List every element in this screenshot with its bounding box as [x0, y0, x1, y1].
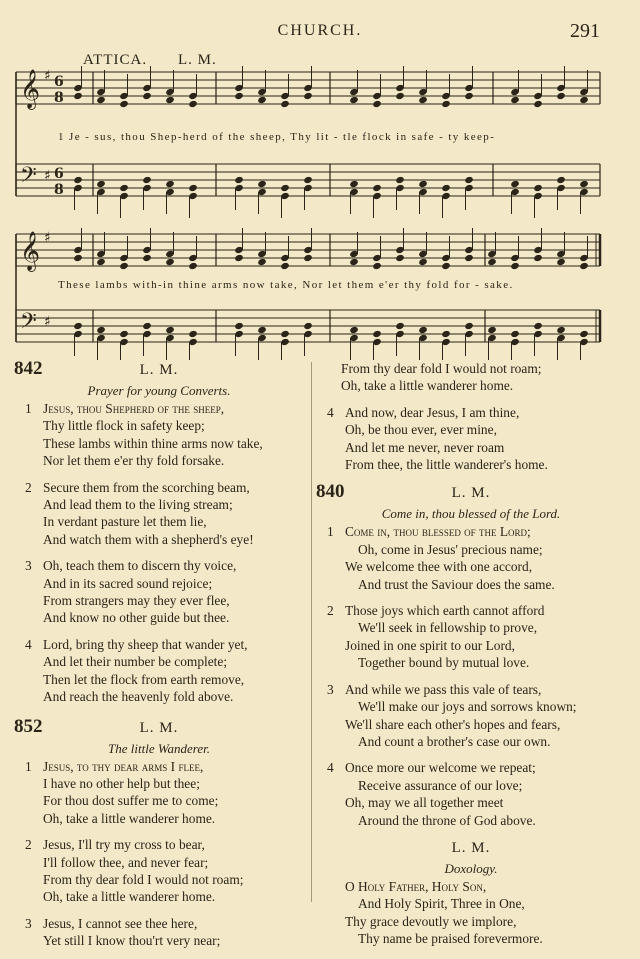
verse-line: O Holy Father, Holy Son, — [345, 878, 487, 894]
note-head — [280, 184, 290, 192]
note-head — [257, 258, 267, 266]
verse — [14, 557, 304, 627]
verse-line: From thee, the little wanderer's home. — [345, 457, 548, 473]
verse-continuation — [316, 360, 626, 395]
verse-line — [14, 557, 304, 574]
verse-line — [316, 681, 626, 698]
time-signature-top: 6 — [54, 74, 64, 90]
note-head — [165, 258, 175, 266]
verse-number: 3 — [25, 915, 32, 931]
note-head — [441, 184, 451, 192]
hymn-number: 842 — [14, 358, 43, 379]
verse-line-text: Lord, bring thy sheep that wander yet, — [43, 636, 248, 652]
verse — [14, 479, 304, 549]
verse-line: And trust the Saviour does the same. — [358, 576, 555, 592]
note-head — [165, 180, 175, 188]
note-head — [142, 322, 152, 330]
note-head — [188, 100, 198, 108]
hymn-meter: L. M. — [451, 839, 491, 856]
note-head — [579, 330, 589, 338]
verse-line: I'll follow thee, and never fear; — [43, 854, 209, 870]
note-head — [119, 262, 129, 270]
note-head — [556, 176, 566, 184]
verse-line-text: Oh, teach them to discern thy voice, — [43, 558, 237, 574]
verse-line: Oh, take a little wanderer home. — [43, 810, 216, 826]
note-head — [165, 326, 175, 334]
verse-line-text: Secure them from the scorching beam, — [43, 479, 250, 495]
hymn-meter: L. M. — [139, 719, 179, 736]
music-score — [0, 0, 640, 360]
page-number: 291 — [570, 20, 600, 42]
verse-line: And lead them to the living stream; — [43, 497, 233, 513]
verse — [316, 602, 626, 672]
verse-number: 4 — [327, 404, 334, 420]
hymn-number: 840 — [316, 481, 345, 503]
verse-line-text: And now, dear Jesus, I am thine, — [345, 404, 520, 420]
hymn-852 — [14, 715, 304, 950]
verse-line: Joined in one spirit to our Lord, — [345, 637, 515, 653]
time-signature-bottom: 8 — [54, 182, 64, 198]
verse-line — [14, 400, 304, 417]
verse — [316, 523, 626, 593]
note-head — [395, 176, 405, 184]
tune-name: ATTICA. — [83, 52, 148, 68]
verse-line-text: Once more our welcome we repeat; — [345, 760, 536, 776]
note-head — [349, 96, 359, 104]
note-head — [303, 322, 313, 330]
verse — [14, 636, 304, 706]
note-head — [510, 96, 520, 104]
verse-line: We'll seek in fellowship to prove, — [358, 620, 538, 636]
note-head — [556, 92, 566, 100]
note-head — [96, 326, 106, 334]
note-head — [510, 330, 520, 338]
note-head — [579, 262, 589, 270]
note-head — [119, 184, 129, 192]
verse-line: From thy dear fold I would not roam; — [43, 871, 244, 887]
note-head — [579, 96, 589, 104]
hymn-title: The little Wanderer. — [108, 740, 210, 756]
verse-number: 3 — [327, 681, 334, 697]
verse-line: And in its sacred sound rejoice; — [43, 575, 213, 591]
note-head — [418, 326, 428, 334]
note-head — [372, 184, 382, 192]
verse-number: 1 — [327, 524, 334, 540]
note-head — [372, 330, 382, 338]
clef-symbol: 𝄞 — [20, 69, 41, 109]
verse-line: And let me never, never roam — [345, 439, 505, 455]
note-head — [464, 176, 474, 184]
note-head — [533, 100, 543, 108]
note-head — [234, 92, 244, 100]
verse — [316, 878, 626, 948]
verse-number: 3 — [25, 558, 32, 574]
verse-line: Oh, may we all together meet — [345, 795, 504, 811]
verse-line — [14, 636, 304, 653]
verse-line-text: Come in, thou blessed of the Lord; — [345, 524, 531, 540]
right-column — [316, 360, 626, 957]
verse-line — [316, 759, 626, 776]
verse-line: Together bound by mutual love. — [358, 655, 530, 671]
note-head — [303, 176, 313, 184]
note-head — [73, 322, 83, 330]
verse-line: Thy grace devoutly we implore, — [345, 913, 517, 929]
note-head — [464, 322, 474, 330]
note-head — [464, 92, 474, 100]
note-head — [188, 184, 198, 192]
verse-line: And watch them with a shepherd's eye! — [43, 531, 254, 547]
hymn-842 — [14, 360, 304, 706]
hymn-header — [316, 483, 626, 505]
verse-line: And know no other guide but thee. — [43, 610, 230, 626]
verse — [316, 759, 626, 829]
verse-line: Yet still I know thou'rt very near; — [43, 933, 221, 949]
lyric-line-1: 1 Je - sus, thou Shep-herd of the sheep, Thy lit - tle flock in safe - ty keep- — [58, 131, 496, 143]
hymn-meter: L. M. — [139, 362, 179, 378]
column-divider — [311, 362, 312, 902]
verse-number: 1 — [25, 401, 32, 416]
note-head — [142, 176, 152, 184]
verse-line-text: And while we pass this vale of tears, — [345, 681, 542, 697]
hymn-title: Prayer for young Converts. — [87, 383, 231, 398]
verse-line-text: Jesus, I cannot see thee here, — [43, 915, 198, 931]
verse — [14, 836, 304, 906]
verse-line — [14, 836, 304, 853]
note-head — [349, 258, 359, 266]
note-head — [487, 258, 497, 266]
verse-line-text: Jesus, to thy dear arms I flee, — [43, 758, 204, 774]
note-head — [73, 176, 83, 184]
note-head — [441, 330, 451, 338]
time-signature-bottom: 8 — [54, 90, 64, 106]
time-signature-top: 6 — [54, 166, 64, 182]
note-head — [257, 96, 267, 104]
doxology — [316, 838, 626, 948]
verse-line-text: Those joys which earth cannot afford — [345, 603, 545, 619]
verse-line: These lambs within thine arms now take, — [43, 435, 263, 451]
key-signature-sharp: ♯ — [44, 68, 51, 84]
verse-number: 4 — [25, 636, 32, 652]
music-score-graphic — [0, 0, 640, 360]
verse-line: And reach the heavenly fold above. — [43, 689, 234, 705]
verse-line: Oh, take a little wanderer home. — [341, 378, 514, 394]
verse-number: 2 — [25, 479, 32, 495]
note-head — [96, 96, 106, 104]
note-head — [372, 100, 382, 108]
verse — [316, 404, 626, 474]
note-head — [280, 330, 290, 338]
note-head — [234, 322, 244, 330]
note-head — [556, 258, 566, 266]
hymn-number: 852 — [14, 715, 43, 737]
verse-number: 2 — [327, 603, 334, 619]
note-head — [395, 254, 405, 262]
hymn-title: Doxology. — [444, 860, 498, 876]
note-head — [73, 254, 83, 262]
note-head — [96, 180, 106, 188]
note-head — [119, 330, 129, 338]
hymn-840 — [316, 483, 626, 829]
note-head — [257, 326, 267, 334]
verse-line: Oh, come in Jesus' precious name; — [358, 541, 543, 557]
key-signature-sharp: ♯ — [44, 230, 51, 246]
note-head — [349, 180, 359, 188]
note-head — [533, 184, 543, 192]
verse-line: In verdant pasture let them lie, — [43, 514, 207, 530]
verse-line: Nor let them e'er thy fold forsake. — [43, 453, 225, 469]
note-head — [418, 180, 428, 188]
note-head — [418, 258, 428, 266]
verse-line: From strangers may they ever flee, — [43, 593, 230, 609]
verse-line: And let their number be complete; — [43, 654, 228, 670]
verse-line — [14, 479, 304, 496]
verse-line: And count a brother's case our own. — [358, 733, 551, 749]
note-head — [533, 322, 543, 330]
verse — [14, 915, 304, 950]
tune-meter: L. M. — [178, 52, 217, 68]
verse — [14, 758, 304, 828]
note-head — [96, 258, 106, 266]
note-head — [464, 254, 474, 262]
verse-line: For thou dost suffer me to come; — [43, 793, 219, 809]
note-head — [510, 180, 520, 188]
verse-line: Receive assurance of our love; — [358, 777, 523, 793]
note-head — [234, 176, 244, 184]
note-head — [234, 254, 244, 262]
hymn-title: Come in, thou blessed of the Lord. — [381, 506, 561, 522]
note-head — [579, 180, 589, 188]
lyric-line-2: These lambs with-in thine arms now take, Nor let them e'er thy fold for - sake. — [58, 279, 514, 291]
note-head — [142, 92, 152, 100]
note-head — [73, 92, 83, 100]
note-head — [188, 262, 198, 270]
verse-line: We'll share each other's hopes and fears, — [345, 716, 561, 732]
left-column — [14, 360, 304, 959]
verse-line: We'll make our joys and sorrows known; — [358, 699, 577, 715]
note-head — [142, 254, 152, 262]
verse-line: Thy name be praised forevermore. — [358, 931, 543, 947]
note-head — [395, 92, 405, 100]
verse-line — [316, 602, 626, 619]
running-head: CHURCH. — [277, 22, 363, 39]
hymn-header — [14, 360, 304, 382]
clef-symbol: 𝄞 — [20, 231, 41, 271]
hymn-meter: L. M. — [451, 485, 491, 502]
note-head — [418, 96, 428, 104]
note-head — [441, 262, 451, 270]
verse-line-text: Jesus, I'll try my cross to bear, — [43, 837, 205, 853]
verse-number: 4 — [327, 760, 334, 776]
verse-line: Thy little flock in safety keep; — [43, 418, 205, 434]
verse-line: From thy dear fold I would not roam; — [341, 361, 542, 376]
verse-line — [14, 758, 304, 775]
verse-line: We welcome thee with one accord, — [345, 559, 533, 575]
note-head — [119, 100, 129, 108]
note-head — [395, 322, 405, 330]
verse — [14, 400, 304, 470]
key-signature-sharp: ♯ — [44, 168, 51, 184]
note-head — [349, 326, 359, 334]
verse-line: And Holy Spirit, Three in One, — [358, 896, 525, 912]
note-head — [280, 100, 290, 108]
note-head — [510, 262, 520, 270]
note-head — [533, 254, 543, 262]
verse — [316, 681, 626, 751]
note-head — [303, 92, 313, 100]
verse-number: 2 — [25, 837, 32, 853]
verse-line: Oh, be thou ever, ever mine, — [345, 422, 497, 438]
verse-number: 1 — [25, 758, 32, 774]
note-head — [556, 326, 566, 334]
note-head — [257, 180, 267, 188]
note-head — [280, 262, 290, 270]
note-head — [165, 96, 175, 104]
clef-symbol: 𝄢 — [20, 163, 37, 193]
verse-line: Around the throne of God above. — [358, 812, 536, 828]
verse-line: I have no other help but thee; — [43, 775, 200, 791]
note-head — [303, 254, 313, 262]
verse-line — [316, 404, 626, 421]
clef-symbol: 𝄢 — [20, 309, 37, 339]
note-head — [188, 330, 198, 338]
verse-line-text: Jesus, thou Shepherd of the sheep, — [43, 401, 225, 416]
note-head — [487, 326, 497, 334]
verse-line: Oh, take a little wanderer home. — [43, 889, 216, 905]
hymn-header — [14, 715, 304, 740]
verse-line: Then let the flock from earth remove, — [43, 671, 245, 687]
note-head — [441, 100, 451, 108]
verse-line — [14, 915, 304, 932]
verse-line — [316, 523, 626, 540]
key-signature-sharp: ♯ — [44, 314, 51, 330]
note-head — [372, 262, 382, 270]
hymn-header — [316, 838, 626, 860]
